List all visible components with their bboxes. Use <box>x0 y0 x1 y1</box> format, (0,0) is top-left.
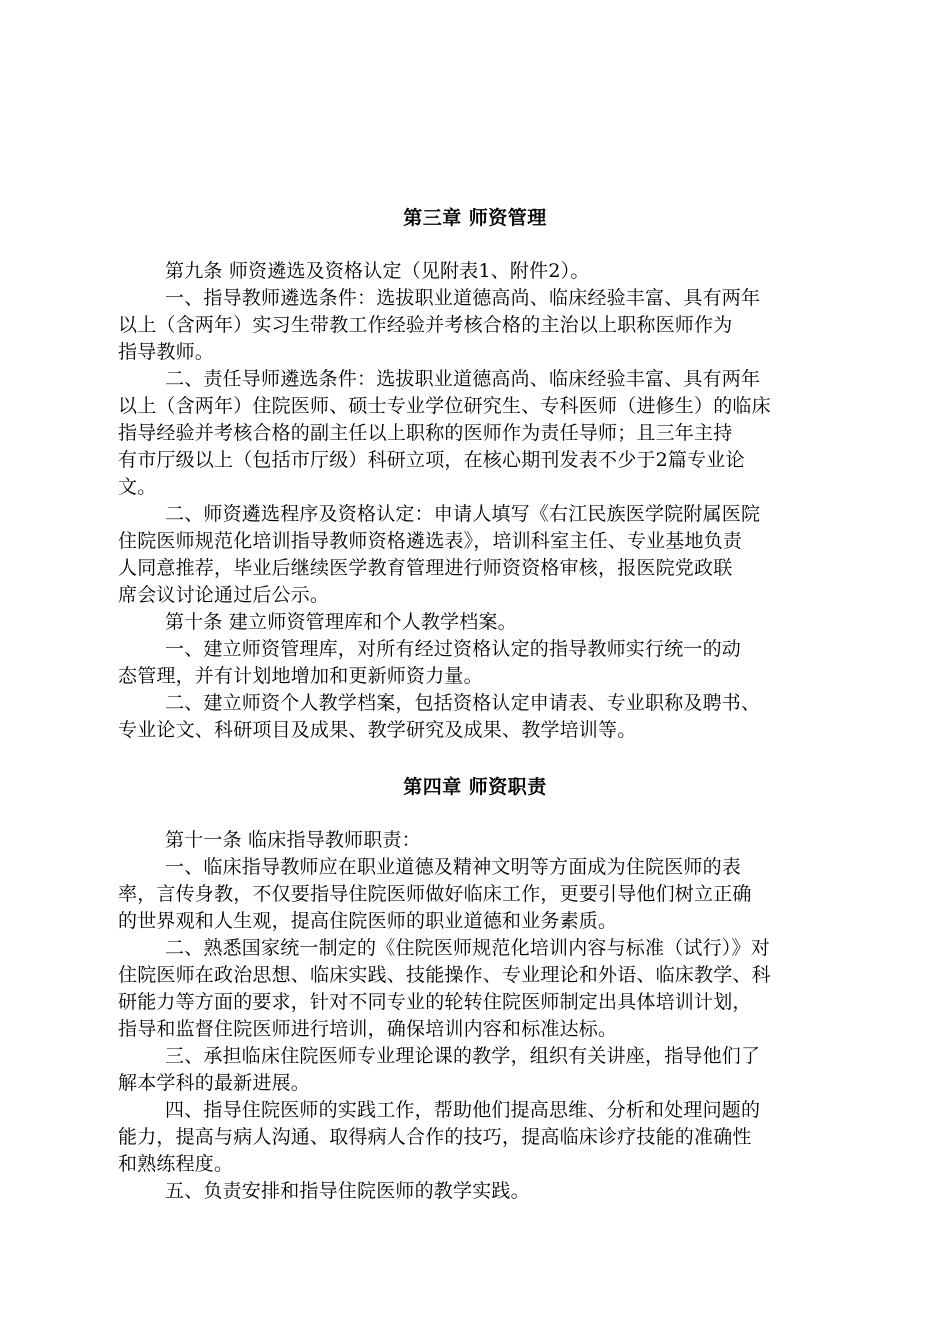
chapter3-line: 第九条 师资遴选及资格认定（见附表1、附件2）。 <box>165 260 590 282</box>
chapter3-line: 一、指导教师遴选条件：选拔职业道德高尚、临床经验丰富、具有两年 <box>165 287 761 309</box>
chapter3-line: 住院医师规范化培训指导教师资格遴选表》，培训科室主任、专业基地负责 <box>118 530 743 552</box>
chapter3-line: 态管理，并有计划地增加和更新师资力量。 <box>118 665 483 687</box>
chapter4-line: 指导和监督住院医师进行培训，确保培训内容和标准达标。 <box>118 1018 618 1040</box>
chapter4-line: 解本学科的最新进展。 <box>118 1072 311 1094</box>
chapter3-line: 席会议讨论通过后公示。 <box>118 584 330 606</box>
chapter4-line: 四、指导住院医师的实践工作，帮助他们提高思维、分析和处理问题的 <box>165 1099 761 1121</box>
chapter3-title: 第三章 师资管理 <box>403 207 547 229</box>
chapter4-line: 和熟练程度。 <box>118 1153 234 1175</box>
chapter3-line: 以上（含两年）住院医师、硕士专业学位研究生、专科医师（进修生）的临床 <box>118 395 771 417</box>
chapter4-line: 率，言传身教，不仅要指导住院医师做好临床工作，更要引导他们树立正确 <box>118 883 752 905</box>
chapter4-line: 能力，提高与病人沟通、取得病人合作的技巧，提高临床诊疗技能的准确性 <box>118 1126 752 1148</box>
chapter3-line: 二、建立师资个人教学档案，包括资格认定申请表、专业职称及聘书、 <box>165 692 761 714</box>
chapter4-line: 一、临床指导教师应在职业道德及精神文明等方面成为住院医师的表 <box>165 856 742 878</box>
chapter3-line: 指导经验并考核合格的副主任以上职称的医师作为责任导师；且三年主持 <box>118 422 733 444</box>
chapter4-line: 五、负责安排和指导住院医师的教学实践。 <box>165 1180 530 1202</box>
chapter3-line: 指导教师。 <box>118 341 215 363</box>
chapter3-line: 一、建立师资管理库，对所有经过资格认定的指导教师实行统一的动 <box>165 638 742 660</box>
chapter4-line: 研能力等方面的要求，针对不同专业的轮转住院医师制定出具体培训计划， <box>118 991 752 1013</box>
chapter4-line: 三、承担临床住院医师专业理论课的教学，组织有关讲座，指导他们了 <box>165 1045 761 1067</box>
chapter3-line: 有市厅级以上（包括市厅级）科研立项，在核心期刊发表不少于2篇专业论 <box>118 449 745 471</box>
chapter3-line: 二、责任导师遴选条件：选拔职业道德高尚、临床经验丰富、具有两年 <box>165 368 761 390</box>
chapter3-line: 以上（含两年）实习生带教工作经验并考核合格的主治以上职称医师作为 <box>118 314 733 336</box>
chapter4-line: 二、熟悉国家统一制定的《住院医师规范化培训内容与标准（试行）》对 <box>165 937 770 959</box>
chapter3-line: 二、师资遴选程序及资格认定：申请人填写《右江民族医学院附属医院 <box>165 503 761 525</box>
chapter4-line: 第十一条 临床指导教师职责： <box>165 829 421 851</box>
chapter3-line: 文。 <box>118 476 157 498</box>
chapter3-line: 专业论文、科研项目及成果、教学研究及成果、教学培训等。 <box>118 719 637 741</box>
chapter3-line: 人同意推荐，毕业后继续医学教育管理进行师资资格审核，报医院党政联 <box>118 557 733 579</box>
chapter4-title: 第四章 师资职责 <box>403 776 547 798</box>
chapter4-line: 住院医师在政治思想、临床实践、技能操作、专业理论和外语、临床教学、科 <box>118 964 771 986</box>
chapter4-line: 的世界观和人生观，提高住院医师的职业道德和业务素质。 <box>118 910 618 932</box>
chapter3-line: 第十条 建立师资管理库和个人教学档案。 <box>165 611 517 633</box>
